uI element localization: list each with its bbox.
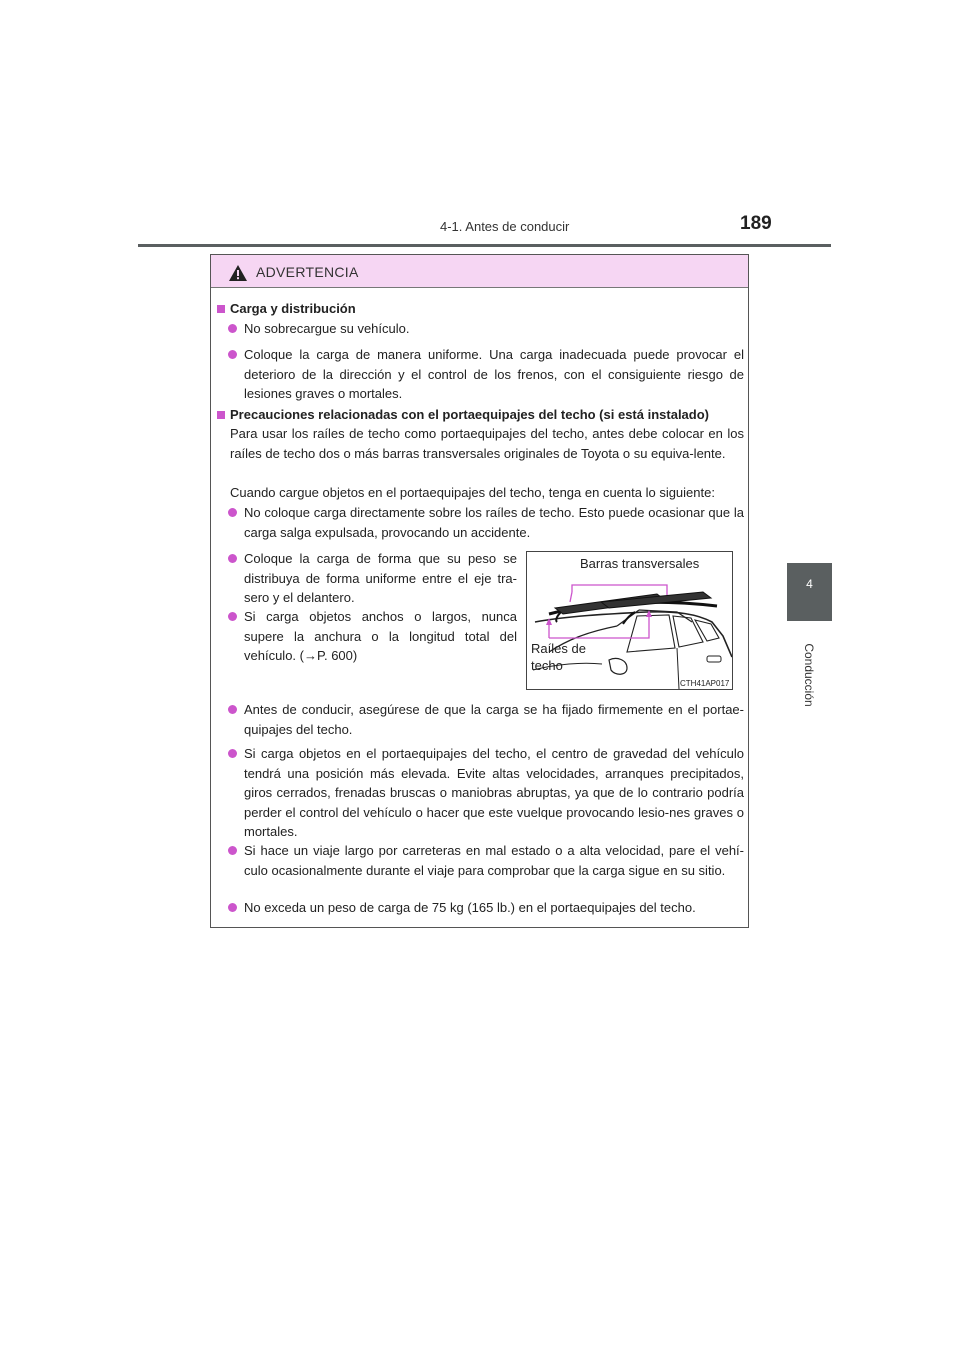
bullet-icon bbox=[228, 324, 237, 333]
label-roof-rails-line2: techo bbox=[531, 658, 563, 673]
bullet-icon bbox=[228, 749, 237, 758]
bullet-no-overload: No sobrecargue su vehículo. bbox=[244, 321, 410, 336]
roof-rack-illustration bbox=[526, 551, 733, 690]
page-number: 189 bbox=[740, 213, 772, 234]
bullet-no-direct-load: No coloque carga directamente sobre los raíles de techo. Esto puede ocasionar que la carga salga expulsada, provocando un accidente. bbox=[244, 505, 744, 540]
car-roof-rack-drawing bbox=[527, 552, 732, 689]
bullet-secure-load: Antes de conducir, asegúrese de que la carga se ha fijado firmemente en el portae-quipajes del techo. bbox=[244, 702, 744, 737]
chapter-number: 4 bbox=[806, 577, 813, 591]
bullet-icon bbox=[228, 350, 237, 359]
chapter-tab bbox=[787, 563, 832, 621]
section-marker-icon bbox=[217, 305, 225, 313]
section-title: 4-1. Antes de conducir bbox=[440, 219, 570, 234]
bullet-icon bbox=[228, 705, 237, 714]
bullet-uniform-load: Coloque la carga de manera uniforme. Una carga inadecuada puede provocar el deterioro de la dirección y el control de los frenos, con el consiguiente riesgo de lesiones graves o mortales. bbox=[244, 347, 744, 401]
section-marker-icon bbox=[217, 411, 225, 419]
paragraph-crossbars: Para usar los raíles de techo como portaequipajes del techo, antes debe colocar en los raíles de techo dos o más barras transversales originales de Toyota o su equiva-lente. bbox=[230, 426, 744, 461]
header-divider bbox=[138, 244, 831, 247]
section-heading-load: Carga y distribución bbox=[230, 301, 356, 316]
bullet-max-weight: No exceda un peso de carga de 75 kg (165 lb.) en el portaequipajes del techo. bbox=[244, 900, 696, 915]
bullet-icon bbox=[228, 612, 237, 621]
bullet-icon bbox=[228, 554, 237, 563]
paragraph-consider: Cuando cargue objetos en el portaequipajes del techo, tenga en cuenta lo siguiente: bbox=[230, 485, 715, 500]
chapter-label: Conducción bbox=[802, 643, 816, 707]
bullet-icon bbox=[228, 508, 237, 517]
bullet-center-of-gravity: Si carga objetos en el portaequipajes del techo, el centro de gravedad del vehículo tendrá una posición más elevada. Evite altas velocidades, arranques precipitados, giros cerrados, frenadas bruscas o maniobras abruptas, ya que de lo contrario podría perder el control del vehículo o hacer que este vuelque provocando lesio-nes graves o mortales. bbox=[244, 746, 744, 839]
figure-code: CTH41AP017 bbox=[680, 679, 730, 688]
label-roof-rails-line1: Raíles de bbox=[531, 641, 586, 656]
warning-title: ADVERTENCIA bbox=[256, 264, 359, 280]
section-heading-roof-rack: Precauciones relacionadas con el portaequipajes del techo (si está instalado) bbox=[230, 407, 709, 422]
bullet-wide-objects: Si carga objetos anchos o largos, nunca supere la anchura o la longitud total del vehículo. (→P. 600) bbox=[244, 609, 517, 663]
bullet-icon bbox=[228, 903, 237, 912]
bullet-long-trip: Si hace un viaje largo por carreteras en mal estado o a alta velocidad, pare el vehí-culo ocasionalmente durante el viaje para comprobar que la carga sigue en su sitio. bbox=[244, 843, 744, 878]
bullet-icon bbox=[228, 846, 237, 855]
bullet-distribute-weight: Coloque la carga de forma que su peso se distribuya de forma uniforme entre el eje tra-sero y el delantero. bbox=[244, 551, 517, 605]
label-crossbars: Barras transversales bbox=[580, 556, 700, 571]
warning-triangle-icon bbox=[228, 264, 248, 282]
warning-header bbox=[211, 255, 748, 288]
